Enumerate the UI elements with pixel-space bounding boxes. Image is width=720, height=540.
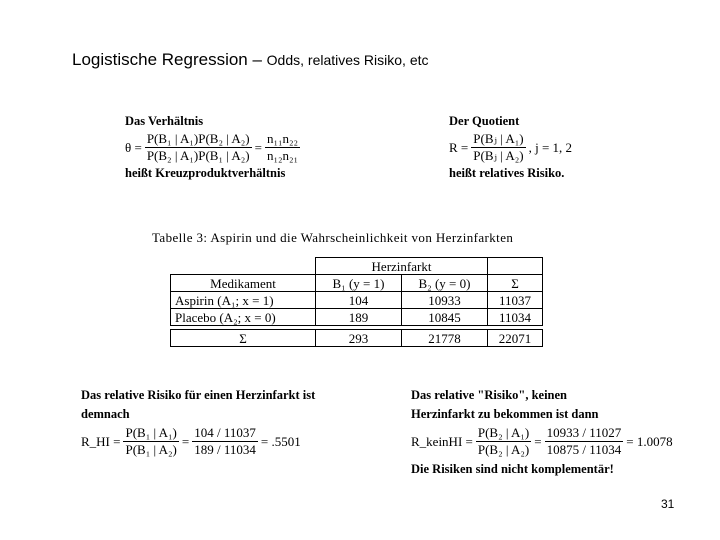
aspirin-table <box>170 257 543 347</box>
odds-ratio-denominator: P(B₂ | A₁)P(B₁ | A₂) <box>146 148 250 163</box>
relative-risk-result: = .5501 <box>260 433 301 449</box>
keinhi-lhs: R_keinHI = <box>411 433 473 449</box>
odds-ratio-count-denominator: n₁₂n₂₁ <box>266 148 299 163</box>
keinhi-value-denominator: 10875 / 11034 <box>546 442 622 457</box>
table-header-b1: B₁ (y = 1) <box>316 275 402 292</box>
keinhi-footer: Die Risiken sind nicht komplementär! <box>411 462 614 476</box>
odds-ratio-equals: = <box>254 139 262 155</box>
odds-ratio-fraction <box>145 131 252 164</box>
odds-ratio-heading: Das Verhältnis <box>125 114 204 128</box>
theta-label: θ = <box>125 139 142 155</box>
relative-risk-formula <box>81 425 301 458</box>
table-corner-cell <box>171 258 316 275</box>
odds-ratio-formula <box>125 131 303 164</box>
title-subtitle: Odds, relatives Risiko, etc <box>266 52 429 68</box>
relative-risk-keinhi-block <box>411 387 673 477</box>
relative-risk-numerator: P(B₁ | A₁) <box>125 425 177 440</box>
keinhi-fraction <box>476 425 531 458</box>
table-cell: 104 <box>316 292 402 309</box>
quotient-formula <box>449 131 572 164</box>
relative-risk-denominator: P(B₁ | A₂) <box>125 442 177 457</box>
table-total-label: Σ <box>171 330 316 347</box>
table-cell: 10933 <box>402 292 488 309</box>
relative-risk-block <box>81 387 315 458</box>
quotient-footer: heißt relatives Risiko. <box>449 166 565 180</box>
odds-ratio-count-fraction <box>265 131 300 164</box>
table-group-blank <box>488 258 543 275</box>
relative-risk-fraction <box>123 425 178 458</box>
keinhi-line1: Das relative "Risiko", keinen <box>411 388 568 402</box>
quotient-block <box>449 113 572 181</box>
relative-risk-value-numerator: 104 / 11037 <box>194 425 256 440</box>
odds-ratio-count-numerator: n₁₁n₂₂ <box>266 131 299 146</box>
keinhi-value-fraction <box>545 425 624 458</box>
keinhi-result: = 1.0078 <box>626 433 673 449</box>
odds-ratio-footer: heißt Kreuzproduktverhältnis <box>125 166 286 180</box>
relative-risk-value-denominator: 189 / 11034 <box>194 442 256 457</box>
title-main: Logistische Regression – <box>72 50 267 69</box>
table-row-label: Aspirin (A₁; x = 1) <box>171 292 316 309</box>
relative-risk-lhs: R_HI = <box>81 433 121 449</box>
relative-risk-equals: = <box>181 433 190 449</box>
quotient-fraction <box>471 131 525 164</box>
table-header-medikament: Medikament <box>171 275 316 292</box>
table-total-cell: 293 <box>316 330 402 347</box>
odds-ratio-numerator: P(B₁ | A₁)P(B₂ | A₂) <box>146 131 250 146</box>
quotient-heading: Der Quotient <box>449 114 520 128</box>
relative-risk-value-fraction <box>192 425 258 458</box>
quotient-numerator: P(Bⱼ | A₁) <box>473 131 524 146</box>
keinhi-denominator: P(B₂ | A₂) <box>477 442 530 457</box>
table-total-cell: 21778 <box>402 330 488 347</box>
quotient-suffix: , j = 1, 2 <box>528 139 573 155</box>
page-number: 31 <box>661 497 675 511</box>
quotient-denominator: P(Bⱼ | A₂) <box>473 148 524 163</box>
table-cell: 11034 <box>488 309 543 326</box>
r-label: R = <box>449 139 469 155</box>
table-header-row <box>171 275 543 292</box>
keinhi-equals: = <box>534 433 542 449</box>
table-row <box>171 292 543 309</box>
table-group-header-row <box>171 258 543 275</box>
table-total-cell: 22071 <box>488 330 543 347</box>
table-header-b2: B₂ (y = 0) <box>402 275 488 292</box>
table-row <box>171 309 543 326</box>
table-cell: 189 <box>316 309 402 326</box>
table-row-label: Placebo (A₂; x = 0) <box>171 309 316 326</box>
keinhi-value-numerator: 10933 / 11027 <box>546 425 622 440</box>
slide-title <box>72 50 429 70</box>
table-cell: 11037 <box>488 292 543 309</box>
table-header-sum: Σ <box>488 275 543 292</box>
table-cell: 10845 <box>402 309 488 326</box>
table-caption: Tabelle 3: Aspirin und die Wahrscheinlichkeit von Herzinfarkten <box>152 230 514 245</box>
keinhi-formula <box>411 425 673 458</box>
relative-risk-line2: demnach <box>81 407 130 421</box>
table-group-header: Herzinfarkt <box>316 258 488 275</box>
odds-ratio-block <box>125 113 303 181</box>
keinhi-numerator: P(B₂ | A₁) <box>477 425 530 440</box>
table-total-row <box>171 330 543 347</box>
keinhi-line2: Herzinfarkt zu bekommen ist dann <box>411 407 599 421</box>
relative-risk-line1: Das relative Risiko für einen Herzinfarkt ist <box>81 388 316 402</box>
